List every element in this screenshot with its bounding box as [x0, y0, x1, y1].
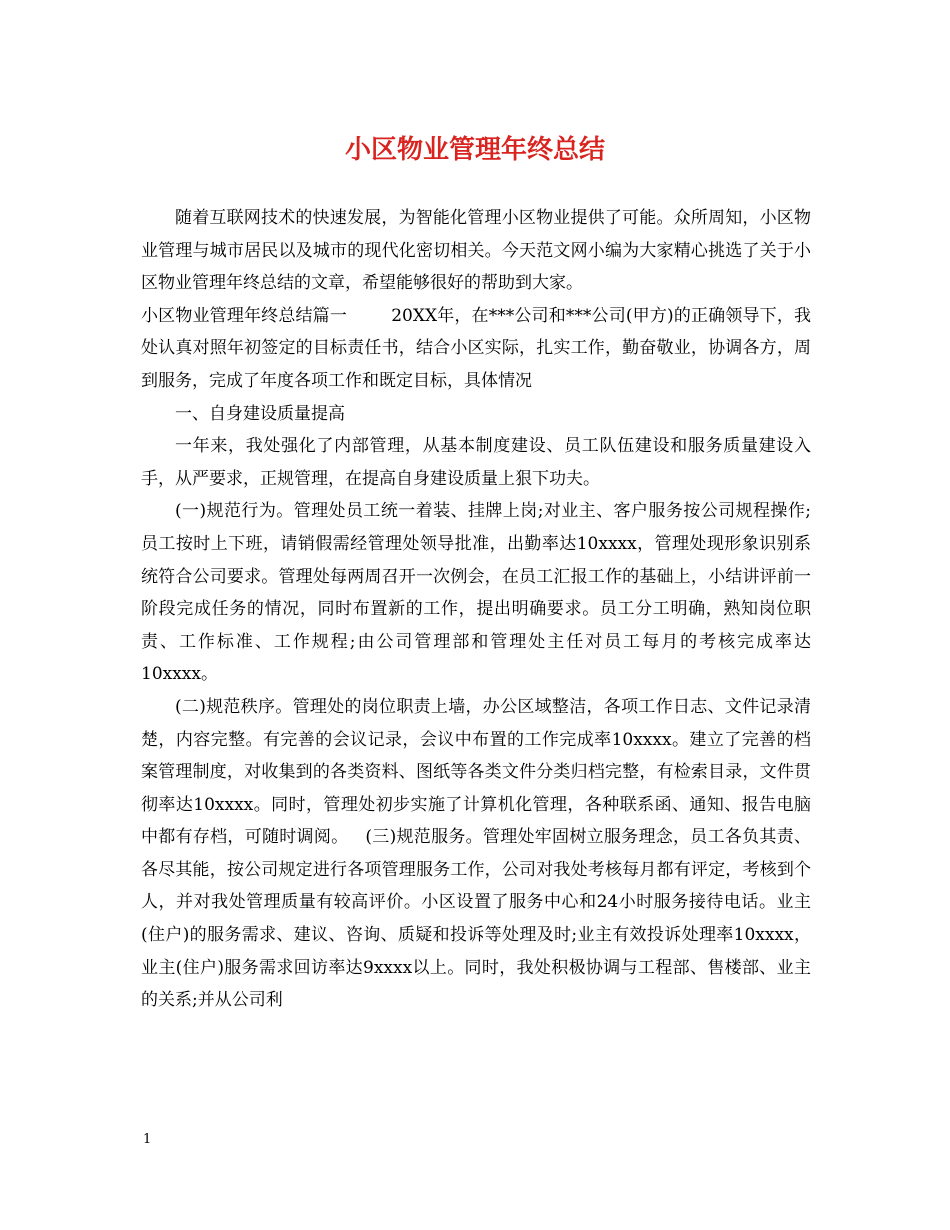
section-intro-paragraph: 一年来，我处强化了内部管理，从基本制度建设、员工队伍建设和服务质量建设入手，从严要求，正规管理，在提高自身建设质量上狠下功夫。: [141, 436, 811, 489]
document-body: [141, 202, 811, 1017]
order-text: (二)规范秩序。管理处的岗位职责上墙，办公区域整洁，各项工作日志、文件记录清楚，内容完整。有完善的会议记录，会议中布置的工作完成率10xxxx。建立了完善的档案管理制度，对收集到的各类资料、图纸等各类文件分类归档完整，有检索目录，文件贯彻率达10xxxx。同时，管理处初步实施了计算机化管理，各种联系函、通知、报告电脑中都有存档，可随时调阅。: [141, 696, 811, 848]
article-opening: 20XX年，在***公司和***公司(甲方)的正确领导下，我处认真对照年初签定的目标责任书，结合小区实际，扎实工作，勤奋敬业，协调各方，周到服务，完成了年度各项工作和既定目标，具体情况: [141, 305, 811, 391]
page-number: 1: [143, 1132, 152, 1147]
section-heading: 一、自身建设质量提高: [175, 403, 345, 424]
document-title: 小区物业管理年终总结: [344, 135, 605, 165]
service-text: (三)规范服务。管理处牢固树立服务理念，员工各负其责、各尽其能，按公司规定进行各项管理服务工作，公司对我处考核每月都有评定，考核到个人，并对我处管理质量有较高评价。小区设置了服务中心和24小时服务接待电话。业主(住户)的服务需求、建议、咨询、质疑和投诉等处理及时;业主有效投诉处理率10xxxx，业主(住户)服务需求回访率达9xxxx以上。同时，我处积极协调与工程部、售楼部、业主的关系;并从公司利: [141, 827, 811, 1011]
article-heading: 小区物业管理年终总结篇一: [141, 305, 348, 326]
article-heading-line: [141, 300, 811, 398]
intro-paragraph: 随着互联网技术的快速发展，为智能化管理小区物业提供了可能。众所周知，小区物业管理与城市居民以及城市的现代化密切相关。今天范文网小编为大家精心挑选了关于小区物业管理年终总结的文章，希望能够很好的帮助到大家。: [141, 208, 811, 294]
conduct-paragraph: (一)规范行为。管理处员工统一着装、挂牌上岗;对业主、客户服务按公司规程操作;员工按时上下班，请销假需经管理处领导批准，出勤率达10xxxx，管理处现形象识别系统符合公司要求。管理处每两周召开一次例会，在员工汇报工作的基础上，小结讲评前一阶段完成任务的情况，同时布置新的工作，提出明确要求。员工分工明确，熟知岗位职责、工作标准、工作规程;由公司管理部和管理处主任对员工每月的考核完成率达10xxxx。: [141, 501, 811, 685]
order-paragraph: [141, 691, 811, 1017]
